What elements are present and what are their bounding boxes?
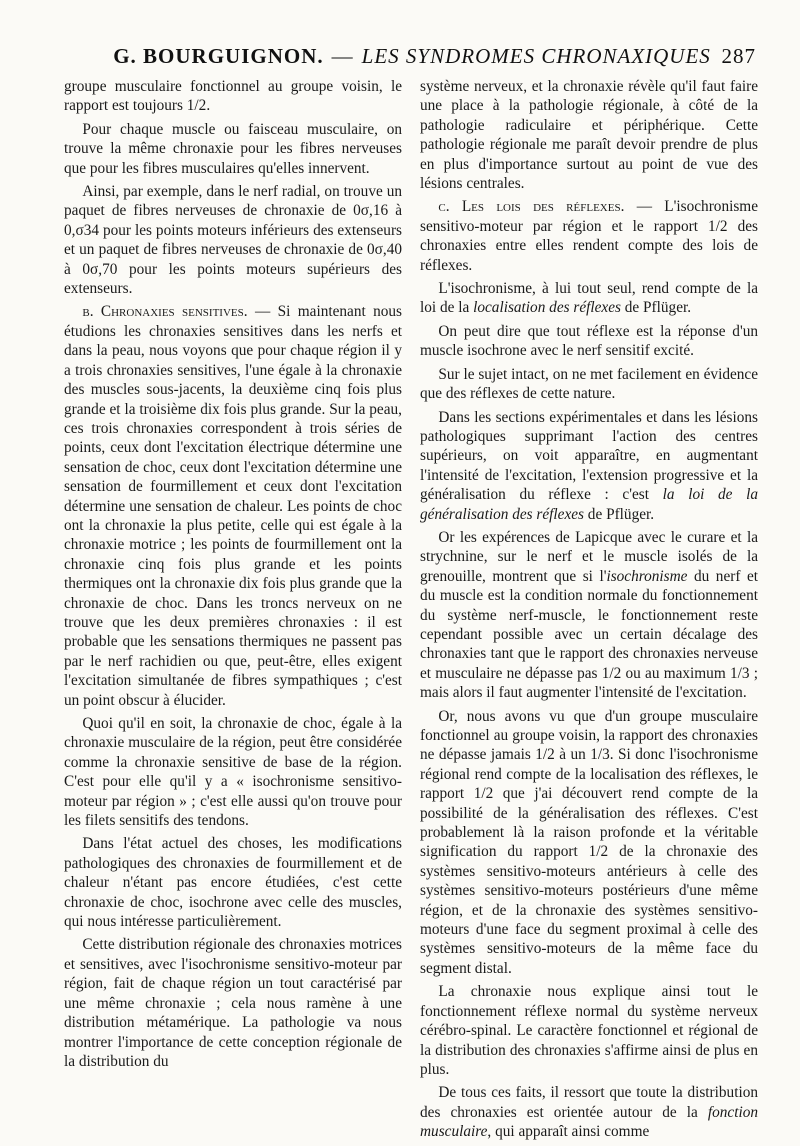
paragraph: De tous ces faits, il ressort que toute la distribution des chronaxies est orientée autour de la fonction musculaire, qui apparaît ainsi comme xyxy=(420,1084,758,1141)
header-title: LES SYNDROMES CHRONAXIQUES xyxy=(361,44,711,68)
paragraph: Sur le sujet intact, on ne met facilement en évidence que des réflexes de cette nature. xyxy=(420,365,758,403)
left-column xyxy=(64,77,402,1146)
paragraph: Quoi qu'il en soit, la chronaxie de choc, égale à la chronaxie musculaire de la région, peut être considérée comme la chronaxie sensitive de base de la région. C'est pour elle qu'il y a « isochronisme sensitivo-moteur par région » ; c'est elle aussi qu'on trouve pour les filets sensitifs des tendons. xyxy=(64,715,402,830)
paragraph: Dans l'état actuel des choses, les modifications pathologiques des chronaxies de fourmillement et de chaleur n'étant pas encore étudiées, c'est cette chronaxie de choc, isochrone avec celle des muscles, qui nous intéresse particulièrement. xyxy=(64,835,402,931)
paragraph: système nerveux, et la chronaxie révèle qu'il faut faire une place à la pathologie régionale, à côté de la pathologie radiculaire et périphérique. Cette pathologie régionale me paraît devoir prendre de plus en plus d'importance surtout au point de vue des lésions centrales. xyxy=(420,78,758,193)
paragraph: On peut dire que tout réflexe est la réponse d'un muscle isochrone avec le nerf sensitif excité. xyxy=(420,322,758,360)
paragraph: Pour chaque muscle ou faisceau musculaire, on trouve la même chronaxie pour les fibres nerveuses que pour les fibres musculaires qu'elles innervent. xyxy=(64,120,402,177)
paragraph: Cette distribution régionale des chronaxies motrices et sensitives, avec l'isochronisme sensitivo-moteur par région, fait de chaque région un tout caractérisé par une même chronaxie ; cela nous ramène à une distribution métamérique. La pathologie va nous montrer l'importance de cette conception régionale de la distribution du xyxy=(64,936,402,1070)
emphasis: fonction musculaire xyxy=(420,1103,758,1141)
emphasis: la loi de la généralisation des réflexes xyxy=(420,486,758,523)
running-header xyxy=(64,44,760,69)
emphasis: localisation des réflexes xyxy=(473,299,621,317)
paragraph: Dans les sections expérimentales et dans les lésions pathologiques supprimant l'action des centres supérieurs, on voit apparaître, en augmentant l'intensité de l'excitation, l'extension progressive et la généralisation du réflexe : c'est la loi de la généralisation des réflexes de Pflüger. xyxy=(420,408,758,523)
paragraph: Or les expérences de Lapicque avec le curare et la strychnine, sur le nerf et le muscle isolés de la grenouille, montrent que si l'isochronisme du nerf et du muscle est la condition normale du fonctionnement du système nerf-muscle, le fonctionnement reste cependant possible avec un certain décalage des chronaxies tant que le rapport des chronaxies nerveuse et musculaire ne dépasse pas 1/2 ou au maximum 1/3 ; mais alors il faut augmenter l'intensité de l'excitation. xyxy=(420,528,758,702)
emphasis: isochronisme xyxy=(606,567,688,585)
header-dash: — xyxy=(331,44,354,68)
right-column xyxy=(420,77,758,1146)
paragraph: groupe musculaire fonctionnel au groupe voisin, le rapport est toujours 1/2. xyxy=(64,78,402,115)
text-columns xyxy=(64,77,760,1146)
section-heading: b. Chronaxies sensitives. xyxy=(82,303,248,321)
paragraph: b. Chronaxies sensitives. — Si maintenant nous étudions les chronaxies sensitives dans les nerfs et dans la peau, nous voyons que pour chaque région il y a trois chronaxies sensitives, l'une égale à la chronaxie des muscles sous-jacents, la deuxième cinq fois plus grande et la troisième dix fois plus grande. Sur la peau, ces trois chronaxies correspondent à trois séries de points, ceux dont l'excitation électrique détermine une sensation de choc, ceux dont l'excitation détermine une sensation de fourmillement et ceux dont l'excitation détermine une sensation de chaleur. Les points de choc ont la chronaxie la plus petite, celle qui est égale à la chronaxie motrice ; les points de fourmillement ont la chronaxie cinq fois plus grande et les points thermiques ont la chronaxie dix fois plus grande que la chronaxie de choc. Dans les troncs nerveux on ne trouve que les deux premières chronaxies : il est probable que les sensations thermiques ne passent pas par le nerf rachidien ou que, peut-être, elles exigent l'excitation simultanée de fibres sympathiques ; c'est un point obscur à élucider. xyxy=(64,303,402,709)
paragraph: Ainsi, par exemple, dans le nerf radial, on trouve un paquet de fibres nerveuses de chronaxie de 0σ,16 à 0,σ34 pour les points moteurs inférieurs des extenseurs et un paquet de fibres nerveuses de chronaxie de 0σ,40 à 0σ,70 pour les points moteurs supérieurs des extenseurs. xyxy=(64,183,402,298)
section-heading: c. Les lois des réflexes. xyxy=(438,198,625,216)
paragraph: Or, nous avons vu que d'un groupe musculaire fonctionnel au groupe voisin, la rapport des chronaxies ne dépasse jamais 1/2 à un 1/3. Si donc l'isochronisme régional rend compte de la localisation des réflexes, le rapport 1/2 que j'ai découvert rend compte de la possibilité de la généralisation des réflexes. C'est probablement là la raison profonde et la véritable signification du rapport 1/2 de la chronaxie des systèmes sensitivo-moteurs antérieurs à celle des systèmes sensitivo-moteurs postérieurs d'une même région, et de la chronaxie des systèmes sensitivo-moteurs d'une face du segment proximal à celle des systèmes sensitivo-moteurs de la même face du segment distal. xyxy=(420,707,758,977)
paragraph: c. Les lois des réflexes. — L'isochronisme sensitivo-moteur par région et le rapport 1/2 des chronaxies entre elles rendent compte des lois de réflexes. xyxy=(420,198,758,274)
page-number: 287 xyxy=(721,44,756,68)
paragraph: La chronaxie nous explique ainsi tout le fonctionnement réflexe normal du système nerveux cérébro-spinal. Le caractère fonctionnel et régional de la distribution des chronaxies s'affirme ainsi de plus en plus. xyxy=(420,983,758,1078)
paragraph: L'isochronisme, à lui tout seul, rend compte de la loi de la localisation des réflexes de Pflüger. xyxy=(420,280,758,317)
header-author: G. BOURGUIGNON. xyxy=(113,44,324,68)
